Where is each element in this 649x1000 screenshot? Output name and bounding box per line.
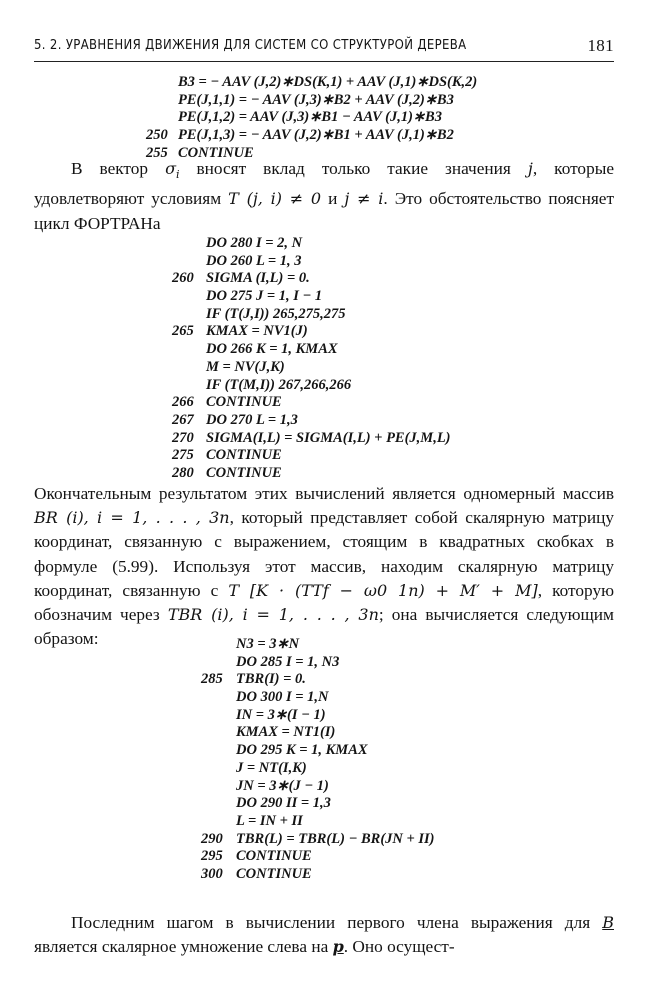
header-title: 5. 2. УРАВНЕНИЯ ДВИЖЕНИЯ ДЛЯ СИСТЕМ СО СТРУКТУРОЙ ДЕРЕВА [34,38,467,53]
fortran-statement: CONTINUE [206,447,282,464]
coordinate-expression: T [K · (TTf − ω0 1n) + M′ + M] [228,580,538,600]
fortran-statement: CONTINUE [206,394,282,411]
page-number: 181 [587,36,614,55]
fortran-statement: TBR(L) = TBR(L) − BR(JN + II) [236,830,435,847]
statement-label: 285 [201,671,223,688]
statement-label: 295 [201,848,223,865]
fortran-statement: DO 280 I = 2, N [206,235,303,251]
fortran-statement: DO 295 K = 1, KMAX [236,742,368,759]
br-array: BR (i), i = 1, . . . , 3n [34,508,230,528]
fortran-statement: DO 266 K = 1, KMAX [206,341,338,358]
fortran-statement: DO 260 L = 1, 3 [206,252,302,269]
fortran-statement: CONTINUE [206,464,282,481]
p-vector-symbol: p [332,937,344,957]
header-rule [34,61,614,62]
statement-label: 300 [201,865,223,882]
tbr-array: TBR (i), i = 1, . . . , 3n [167,605,379,625]
b-vector-symbol: B [602,913,614,932]
fortran-statement: KMAX = NT1(I) [236,724,336,741]
fortran-statement: TBR(I) = 0. [236,671,306,688]
fortran-statement: M = NV(J,K) [206,358,285,375]
statement-label: 250 [146,127,168,144]
statement-label: 267 [172,411,194,428]
fortran-statement: PE(J,1,2) = AAV (J,3)∗B1 − AAV (J,1)∗B3 [178,109,442,126]
statement-label: 275 [172,447,194,464]
fortran-statement: N3 = 3∗N [236,636,300,652]
j-symbol: j [527,159,533,178]
paragraph-1: В вектор $\sigma_i$ вносят вклад только такие значения j, которые удовлетворяют условиям T (j, i) ≠ 0 и j ≠ i. Это обстоятельство поясняет цикл ФОРТРАНа [34,159,615,233]
statement-label: 255 [146,144,168,161]
statement-label: 270 [172,429,194,446]
fortran-statement: IN = 3∗(I − 1) [236,706,326,723]
sigma-symbol: $\sigma_i$ [165,159,180,182]
statement-label: 290 [201,830,223,847]
fortran-statement: JN = 3∗(J − 1) [236,777,329,794]
fortran-statement: SIGMA (I,L) = 0. [206,270,310,287]
fortran-statement: CONTINUE [236,848,312,865]
fortran-statement: PE(J,1,3) = − AAV (J,2)∗B1 + AAV (J,1)∗B2 [178,127,454,144]
statement-label: 280 [172,464,194,481]
condition-1: T (j, i) ≠ 0 [228,189,322,209]
fortran-statement: DO 290 II = 1,3 [236,795,331,812]
fortran-statement: SIGMA(I,L) = SIGMA(I,L) + PE(J,M,L) [206,429,451,446]
fortran-statement: IF (T(M,I)) 267,266,266 [206,376,352,393]
statement-label: 266 [172,394,194,411]
paragraph-3: Последним шагом в вычислении первого члена выражения для B является скалярное умножение слева на p. Оно осущест- [34,913,614,957]
fortran-statement: DO 275 J = 1, I − 1 [206,288,323,305]
fortran-statement: IF (T(J,I)) 265,275,275 [206,305,346,322]
statement-label: 260 [172,270,194,287]
fortran-statement: CONTINUE [236,865,312,882]
fortran-statement: J = NT(I,K) [236,759,307,776]
statement-label: 265 [172,323,194,340]
fortran-statement: DO 270 L = 1,3 [206,411,298,428]
paragraph-2: Окончательным результатом этих вычислений является одномерный массив BR (i), i = 1, . . . , 3n, который представляет собой скалярную матрицу координат, связанную с выражением, стоящим в квадратных скобках в формуле (5.99). Используя этот массив, находим скалярную матрицу координат, связанную с T [K · (TTf − ω0 1n) + M′ + M], которую обозначим через TBR (i), i = 1, . . . , 3n; она вычисляется следующим образом: [34,484,614,649]
running-header [34,34,614,58]
fortran-statement: DO 285 I = 1, N3 [236,653,340,670]
fortran-statement: PE(J,1,1) = − AAV (J,3)∗B2 + AAV (J,2)∗B3 [178,91,454,108]
fortran-statement: CONTINUE [178,144,254,161]
fortran-statement: B3 = − AAV (J,2)∗DS(K,1) + AAV (J,1)∗DS(K,2) [178,74,478,90]
fortran-statement: KMAX = NV1(J) [206,323,308,340]
condition-2: j ≠ i [344,189,384,209]
fortran-statement: DO 300 I = 1,N [236,689,329,706]
fortran-statement: L = IN + II [236,812,303,829]
